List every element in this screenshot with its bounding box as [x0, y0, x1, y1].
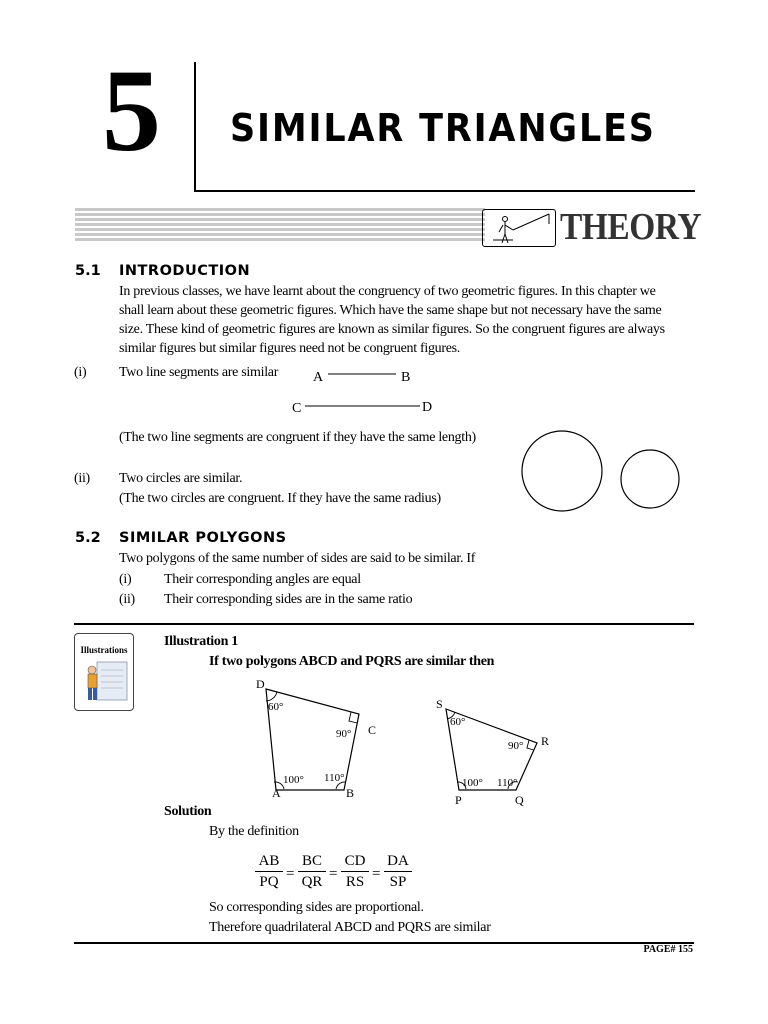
ratio-denominator: QR [301, 874, 323, 890]
ratio-numerator: BC [298, 853, 326, 872]
point-label: B [401, 370, 411, 385]
ratio-numerator: DA [384, 853, 412, 872]
angle-label: 100° [462, 777, 483, 789]
condition-text: Their corresponding sides are in the same ratio [164, 592, 413, 607]
ratio-numerator: AB [255, 853, 283, 872]
paragraph-line: In previous classes, we have learnt about the congruency of two geometric figures. In this chapter we [119, 284, 656, 299]
item-marker: (i) [74, 365, 87, 380]
paragraph-line: size. These kind of geometric figures are known as similar figures. So the congruent figures are always [119, 322, 665, 337]
vertex-label: Q [515, 793, 524, 807]
ratio-fraction [255, 853, 283, 891]
condition-marker: (ii) [119, 592, 135, 607]
paragraph-line: similar figures but similar figures need not be congruent figures. [119, 341, 460, 356]
item-text: Two line segments are similar [119, 365, 279, 380]
equals-sign: = [372, 866, 381, 882]
ratio-numerator: CD [341, 853, 369, 872]
vertex-label: D [256, 677, 265, 691]
section-intro: Two polygons of the same number of sides are said to be similar. If [119, 551, 476, 566]
section-number: 5.2 [75, 530, 101, 546]
ratio-denominator: SP [389, 874, 407, 890]
intro-paragraph [119, 282, 699, 358]
small-circle [621, 450, 679, 508]
section-title: INTRODUCTION [119, 263, 251, 279]
chapter-title: SIMILAR TRIANGLES [230, 106, 656, 150]
angle-label: 90° [336, 728, 352, 740]
equals-sign: = [286, 866, 295, 882]
ratio-fraction [298, 853, 326, 891]
header-horizontal-rule [194, 190, 695, 192]
angle-label: 90° [508, 740, 524, 752]
solution-label: Solution [164, 804, 212, 819]
theory-label: THEORY [560, 206, 702, 248]
item-marker: (ii) [74, 471, 90, 486]
vertex-label: B [346, 786, 355, 800]
angle-label: 110° [497, 777, 518, 789]
paragraph-line: shall learn about these geometric figures. Which have the same shape but not necessary have the same [119, 303, 662, 318]
condition-marker: (i) [119, 572, 132, 587]
equals-sign: = [329, 866, 338, 882]
point-label: C [292, 401, 302, 416]
illustration-title: Illustration 1 [164, 634, 238, 649]
vertex-label: A [272, 786, 281, 800]
angle-label: 110° [324, 772, 345, 784]
point-label: D [422, 400, 433, 415]
section-divider [74, 623, 694, 625]
congruence-note: (The two line segments are congruent if they have the same length) [119, 430, 476, 445]
vertex-label: C [368, 723, 377, 737]
angle-label: 100° [283, 774, 304, 786]
illustrations-badge-label: Illustrations [80, 645, 128, 655]
condition-text: Their corresponding angles are equal [164, 572, 361, 587]
page-number: PAGE# 155 [643, 944, 693, 955]
banner-stripes [75, 208, 485, 246]
circles-figure [515, 425, 695, 520]
item-text: Two circles are similar. [119, 471, 243, 486]
header-vertical-rule [194, 62, 196, 192]
ratio-denominator: PQ [259, 874, 279, 890]
solution-definition: By the definition [209, 824, 299, 839]
vertex-label: P [455, 793, 462, 807]
line-segments-figure [280, 362, 460, 422]
vertex-label: S [436, 697, 443, 711]
section-title: SIMILAR POLYGONS [119, 530, 287, 546]
angle-label: 60° [450, 716, 466, 728]
point-label: A [313, 370, 324, 385]
solution-conclusion: So corresponding sides are proportional. [209, 900, 424, 915]
solution-conclusion: Therefore quadrilateral ABCD and PQRS are similar [209, 920, 491, 935]
section-number: 5.1 [75, 263, 101, 279]
large-circle [522, 431, 602, 511]
item-note: (The two circles are congruent. If they have the same radius) [119, 491, 441, 506]
angle-label: 60° [268, 701, 284, 713]
teacher-board-icon [482, 209, 556, 247]
ratio-fraction [341, 853, 369, 891]
footer-rule [74, 942, 694, 944]
similar-quadrilaterals-figure [240, 672, 580, 808]
ratio-denominator: RS [345, 874, 365, 890]
chapter-number: 5 [102, 45, 161, 176]
illustration-statement: If two polygons ABCD and PQRS are similar then [209, 654, 495, 669]
vertex-label: R [541, 734, 550, 748]
ratio-fraction [384, 853, 412, 891]
